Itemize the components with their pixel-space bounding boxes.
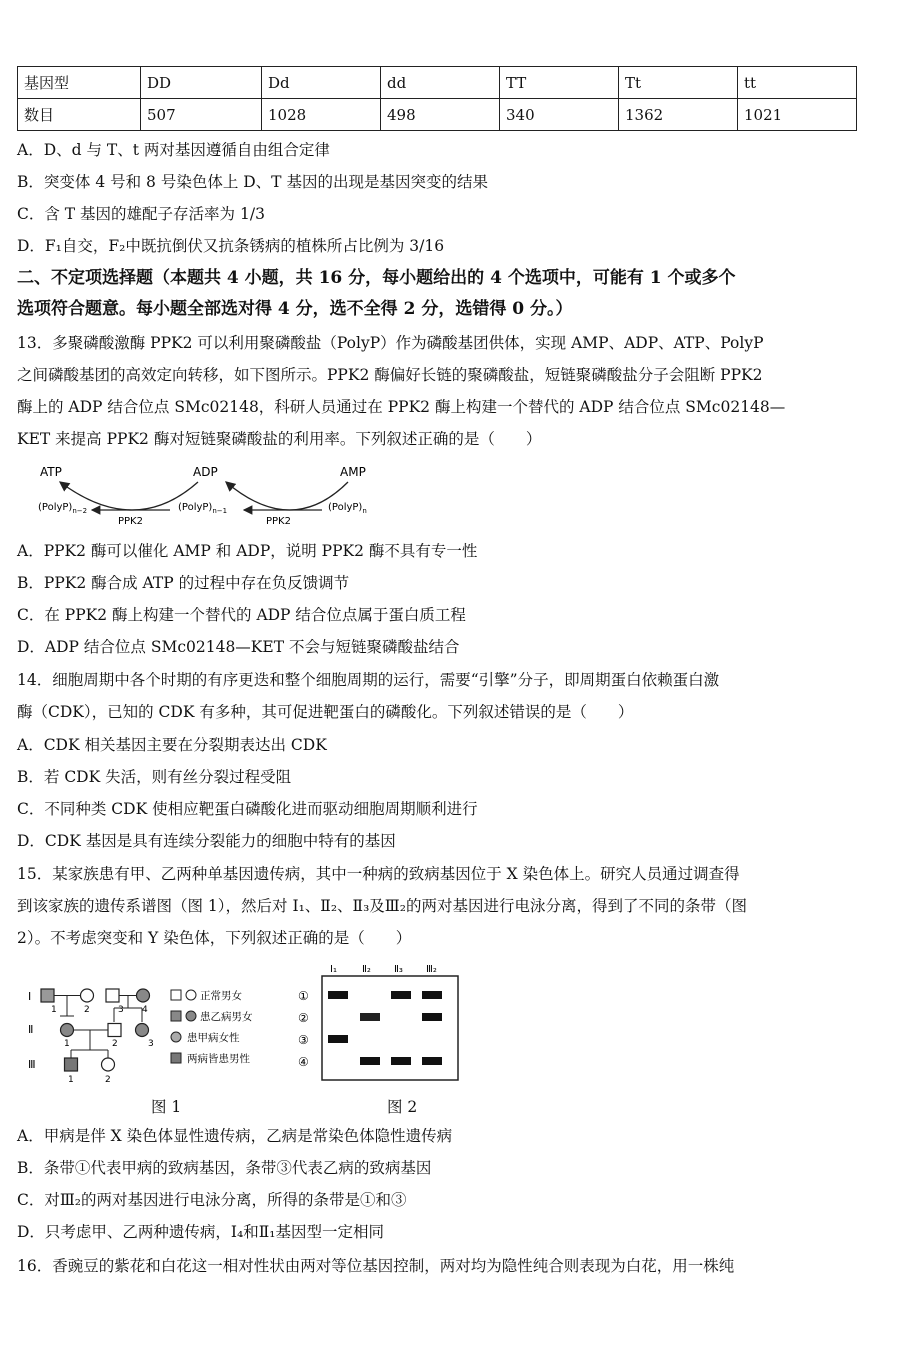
q13-option-a: A．PPK2 酶可以催化 AMP 和 ADP，说明 PPK2 酶不具有专一性 [17,542,478,560]
q13-stem-line4: KET 来提高 PPK2 酶对短链聚磷酸盐的利用率。下列叙述正确的是（ ） [17,430,542,448]
q12-option-b: B．突变体 4 号和 8 号染色体上 D、T 基因的出现是基因突变的结果 [17,173,488,191]
enzyme-label-left: PPK2 [118,516,143,527]
q14-option-d: D．CDK 基因是具有连续分裂能力的细胞中特有的基因 [17,832,396,850]
table-row [18,99,857,131]
lane-label: Ⅱ₃ [394,964,403,975]
q15-option-a: A．甲病是伴 X 染色体显性遗传病，乙病是常染色体隐性遗传病 [17,1127,453,1145]
gel-band [391,1057,411,1065]
q16-stem-line1: 16．香豌豆的紫花和白花这一相对性状由两对等位基因控制，两对均为隐性纯合则表现为白花，用一株纯 [17,1257,735,1275]
table-cell: 498 [381,99,500,131]
gel-band [422,991,442,999]
q13-option-c: C．在 PPK2 酶上构建一个替代的 ADP 结合位点属于蛋白质工程 [17,606,466,624]
generation-label-3: Ⅲ [28,1058,36,1071]
table-cell: DD [141,67,262,99]
band-row-label: ④ [298,1055,309,1069]
table-cell: Tt [619,67,738,99]
svg-text:3: 3 [118,1005,124,1015]
q14-stem-line2: 酶（CDK），已知的 CDK 有多种，其可促进靶蛋白的磷酸化。下列叙述错误的是（ ） [17,703,634,721]
generation-label-1: Ⅰ [28,990,32,1003]
svg-text:4: 4 [142,1005,148,1015]
figure1-caption: 图 1 [151,1098,182,1116]
table-cell: 507 [141,99,262,131]
table-cell: 基因型 [18,67,141,99]
polyp-label-n2: $(PolyP)_{n-2}$ [38,502,88,515]
table-cell: 数目 [18,99,141,131]
pedigree-male-affected [41,989,54,1002]
q14-stem-line1: 14．细胞周期中各个时期的有序更迭和整个细胞周期的运行，需要“引擎”分子，即周期蛋白依赖蛋白激 [17,671,720,689]
table-cell: TT [500,67,619,99]
table-cell: 1362 [619,99,738,131]
q13-stem-line1: 13．多聚磷酸激酶 PPK2 可以利用聚磷酸盐（PolyP）作为磷酸基团供体，实现 AMP、ADP、ATP、PolyP [17,334,764,352]
table-header-row [18,67,857,99]
pedigree-figure [24,978,294,1086]
gel-band [360,1013,380,1021]
pedigree-female-normal [81,989,94,1002]
q15-option-d: D．只考虑甲、乙两种遗传病，Ⅰ₄和Ⅱ₁基因型一定相同 [17,1223,385,1241]
generation-label-2: Ⅱ [28,1023,34,1036]
q13-option-b: B．PPK2 酶合成 ATP 的过程中存在负反馈调节 [17,574,350,592]
table-cell: 1021 [738,99,857,131]
figure2-caption: 图 2 [387,1098,418,1116]
svg-text:2: 2 [112,1039,118,1049]
electrophoresis-figure [294,960,464,1085]
svg-text:1: 1 [51,1005,57,1015]
legend-normal: 正常男女 [200,990,242,1002]
amp-label: AMP [340,465,366,479]
pedigree-male-normal [108,1024,121,1037]
gel-band [328,1035,348,1043]
pedigree-male-both-diseases [65,1058,78,1071]
legend-both-male: 两病皆患男性 [187,1053,250,1065]
adp-label: ADP [193,465,218,479]
gel-band [360,1057,380,1065]
atp-label: ATP [40,465,62,479]
q15-option-b: B．条带①代表甲病的致病基因，条带③代表乙病的致病基因 [17,1159,432,1177]
band-row-label: ② [298,1011,309,1025]
gel-band [328,991,348,999]
pedigree-male-normal [106,989,119,1002]
q15-option-c: C．对Ⅲ₂的两对基因进行电泳分离，所得的条带是①和③ [17,1191,407,1209]
enzyme-label-right: PPK2 [266,516,291,527]
polyp-label-n1: $(PolyP)_{n-1}$ [178,502,228,515]
gel-band [422,1013,442,1021]
section-heading-line1: 二、不定项选择题（本题共 4 小题，共 16 分，每小题给出的 4 个选项中，可能有 1 个或多个 [17,268,736,288]
table-cell: Dd [262,67,381,99]
gel-band [422,1057,442,1065]
legend-disease-a-female: 患甲病女性 [187,1032,240,1044]
gel-band [391,991,411,999]
q12-option-a: A．D、d 与 T、t 两对基因遵循自由组合定律 [17,141,330,159]
pedigree-female-normal [102,1058,115,1071]
ppk2-reaction-diagram [30,458,390,530]
table-cell: tt [738,67,857,99]
q15-stem-line2: 到该家族的遗传系谱图（图 1），然后对 Ⅰ₁、Ⅱ₂、Ⅱ₃及Ⅲ₂的两对基因进行电泳分离，得到了不同的条带（图 [17,897,747,915]
q15-stem-line3: 2）。不考虑突变和 Y 染色体，下列叙述正确的是（ ） [17,929,412,947]
q13-option-d: D．ADP 结合位点 SMc02148—KET 不会与短链聚磷酸盐结合 [17,638,460,656]
svg-text:2: 2 [84,1005,90,1015]
svg-text:1: 1 [64,1039,70,1049]
genotype-table [17,66,857,131]
table-cell: dd [381,67,500,99]
q14-option-a: A．CDK 相关基因主要在分裂期表达出 CDK [17,736,327,754]
polyp-label-n: $(PolyP)_n$ [328,502,367,515]
lane-label: Ⅰ₁ [330,964,337,975]
svg-text:1: 1 [68,1075,74,1085]
band-row-label: ③ [298,1033,309,1047]
q15-stem-line1: 15．某家族患有甲、乙两种单基因遗传病，其中一种病的致病基因位于 X 染色体上。研究人员通过调查得 [17,865,740,883]
legend-disease-b: 患乙病男女 [200,1011,253,1023]
pedigree-female-affected [137,989,150,1002]
q14-option-b: B．若 CDK 失活，则有丝分裂过程受阻 [17,768,292,786]
section-heading-line2: 选项符合题意。每小题全部选对得 4 分，选不全得 2 分，选错得 0 分。） [17,299,573,319]
lane-label: Ⅱ₂ [362,964,371,975]
q13-stem-line2: 之间磷酸基团的高效定向转移，如下图所示。PPK2 酶偏好长链的聚磷酸盐，短链聚磷酸盐分子会阻断 PPK2 [17,366,763,384]
q13-stem-line3: 酶上的 ADP 结合位点 SMc02148，科研人员通过在 PPK2 酶上构建一个替代的 ADP 结合位点 SMc02148— [17,398,786,416]
svg-text:2: 2 [105,1075,111,1085]
svg-text:3: 3 [148,1039,154,1049]
q12-option-d: D．F₁自交，F₂中既抗倒伏又抗条锈病的植株所占比例为 3/16 [17,237,445,255]
band-row-label: ① [298,989,309,1003]
pedigree-female-affected [61,1024,74,1037]
q12-option-c: C．含 T 基因的雄配子存活率为 1/3 [17,205,265,223]
lane-label: Ⅲ₂ [426,964,437,975]
q14-option-c: C．不同种类 CDK 使相应靶蛋白磷酸化进而驱动细胞周期顺利进行 [17,800,478,818]
table-cell: 1028 [262,99,381,131]
table-cell: 340 [500,99,619,131]
pedigree-female-affected [136,1024,149,1037]
